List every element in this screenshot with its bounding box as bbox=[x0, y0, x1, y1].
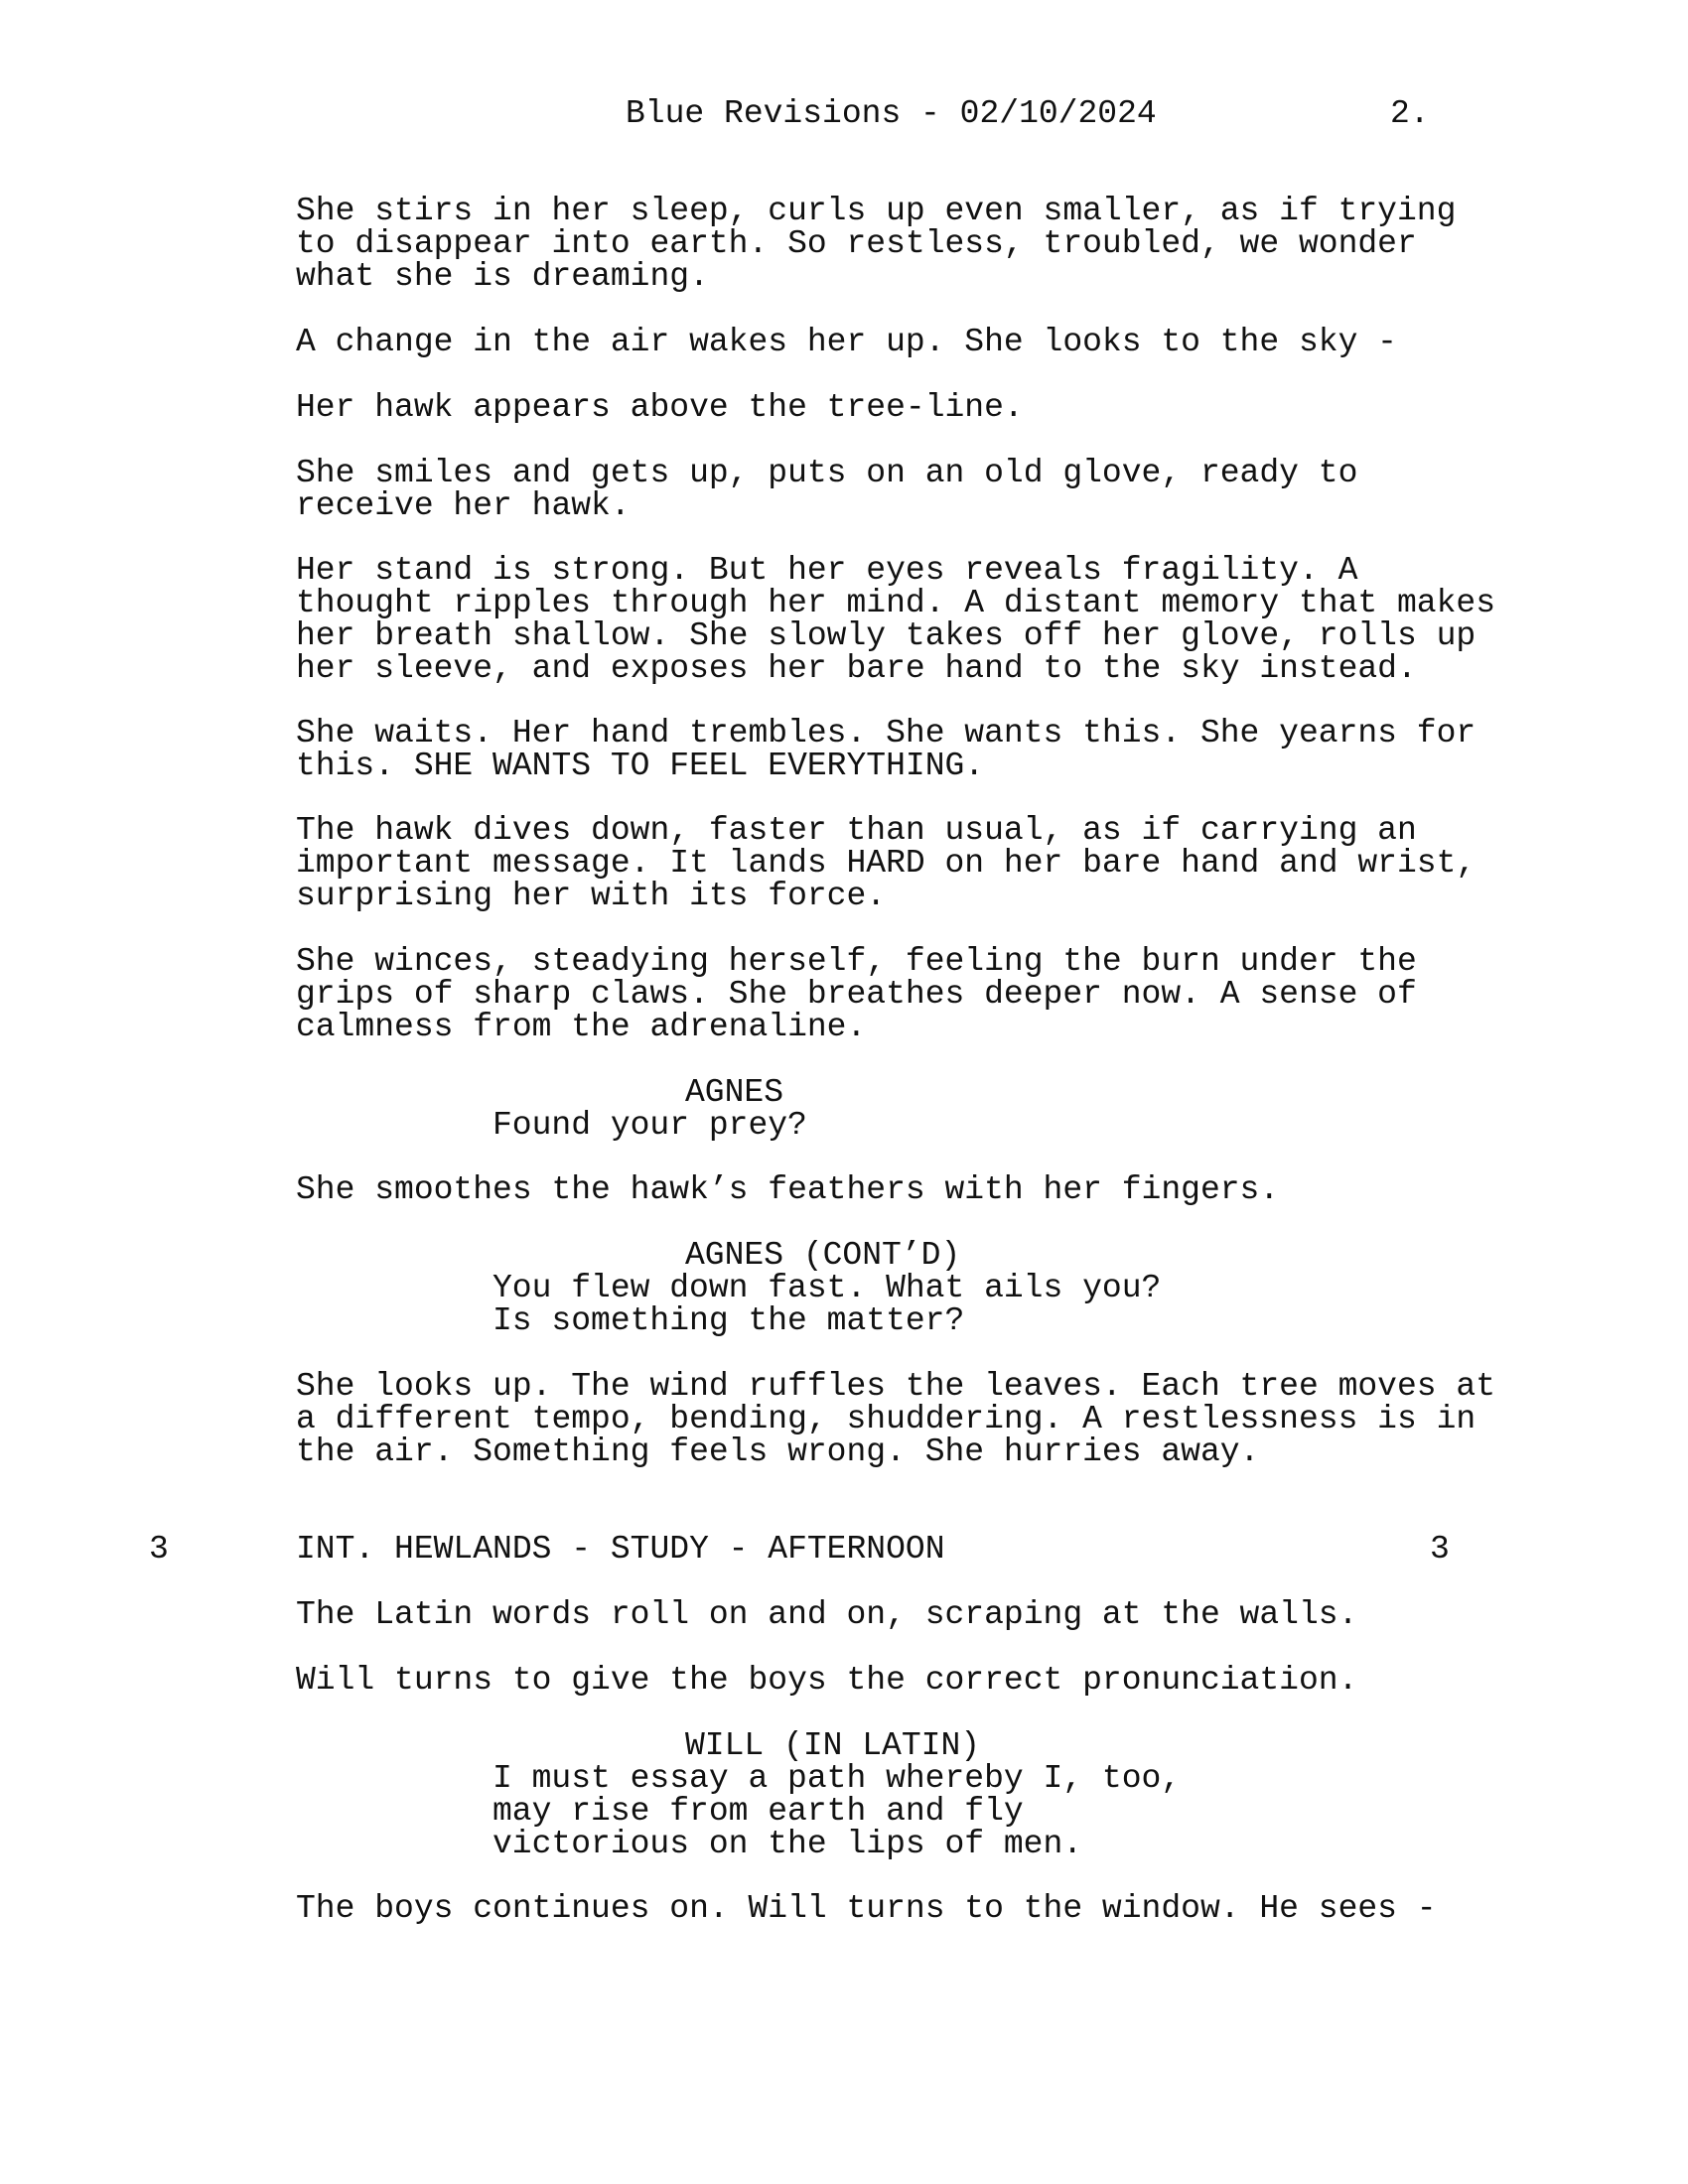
action-paragraph: She winces, steadying herself, feeling the burn under the grips of sharp claws. She breathes deeper now. A sense of calmness from the adrenaline. bbox=[296, 943, 1417, 1045]
scene-number-right: 3 bbox=[1430, 1531, 1450, 1568]
action-paragraph: Her hawk appears above the tree-line. bbox=[296, 389, 1024, 426]
character-name: WILL (IN LATIN) bbox=[685, 1727, 981, 1764]
action-paragraph: She waits. Her hand trembles. She wants this. She yearns for this. SHE WANTS TO FEEL EVERYTHING. bbox=[296, 715, 1477, 784]
dialogue-line: Found your prey? bbox=[492, 1107, 807, 1144]
page-number: 2. bbox=[1390, 95, 1430, 132]
character-name: AGNES (CONT’D) bbox=[685, 1237, 961, 1274]
action-paragraph: The Latin words roll on and on, scraping at the walls. bbox=[296, 1596, 1358, 1633]
action-paragraph: The hawk dives down, faster than usual, as if carrying an important message. It lands HARD on her bare hand and wrist, surprising her with its force. bbox=[296, 812, 1477, 914]
action-paragraph: A change in the air wakes her up. She looks to the sky - bbox=[296, 324, 1397, 360]
scene-number-left: 3 bbox=[149, 1531, 169, 1568]
action-paragraph: She stirs in her sleep, curls up even smaller, as if trying to disappear into earth. So restless, troubled, we wonder what she is dreaming. bbox=[296, 193, 1457, 295]
action-paragraph: She looks up. The wind ruffles the leaves. Each tree moves at a different tempo, bending, shuddering. A restlessness is in the air. Something feels wrong. She hurries away. bbox=[296, 1368, 1495, 1470]
revision-header: Blue Revisions - 02/10/2024 bbox=[626, 95, 1157, 132]
action-paragraph: The boys continues on. Will turns to the window. He sees - bbox=[296, 1890, 1437, 1927]
character-name: AGNES bbox=[685, 1074, 784, 1111]
dialogue-line: I must essay a path whereby I, too, may rise from earth and fly victorious on the lips of men. bbox=[492, 1760, 1182, 1862]
action-paragraph: She smiles and gets up, puts on an old glove, ready to receive her hawk. bbox=[296, 455, 1358, 524]
scene-heading: INT. HEWLANDS - STUDY - AFTERNOON bbox=[296, 1531, 945, 1568]
action-paragraph: Will turns to give the boys the correct pronunciation. bbox=[296, 1662, 1358, 1699]
action-paragraph: Her stand is strong. But her eyes reveals fragility. A thought ripples through her mind. A distant memory that makes her breath shallow. She slowly takes off her glove, rolls up her sleeve, and exposes her bare hand to the sky instead. bbox=[296, 552, 1495, 687]
dialogue-line: You flew down fast. What ails you? Is something the matter? bbox=[492, 1270, 1162, 1339]
action-paragraph: She smoothes the hawk’s feathers with her fingers. bbox=[296, 1171, 1280, 1208]
